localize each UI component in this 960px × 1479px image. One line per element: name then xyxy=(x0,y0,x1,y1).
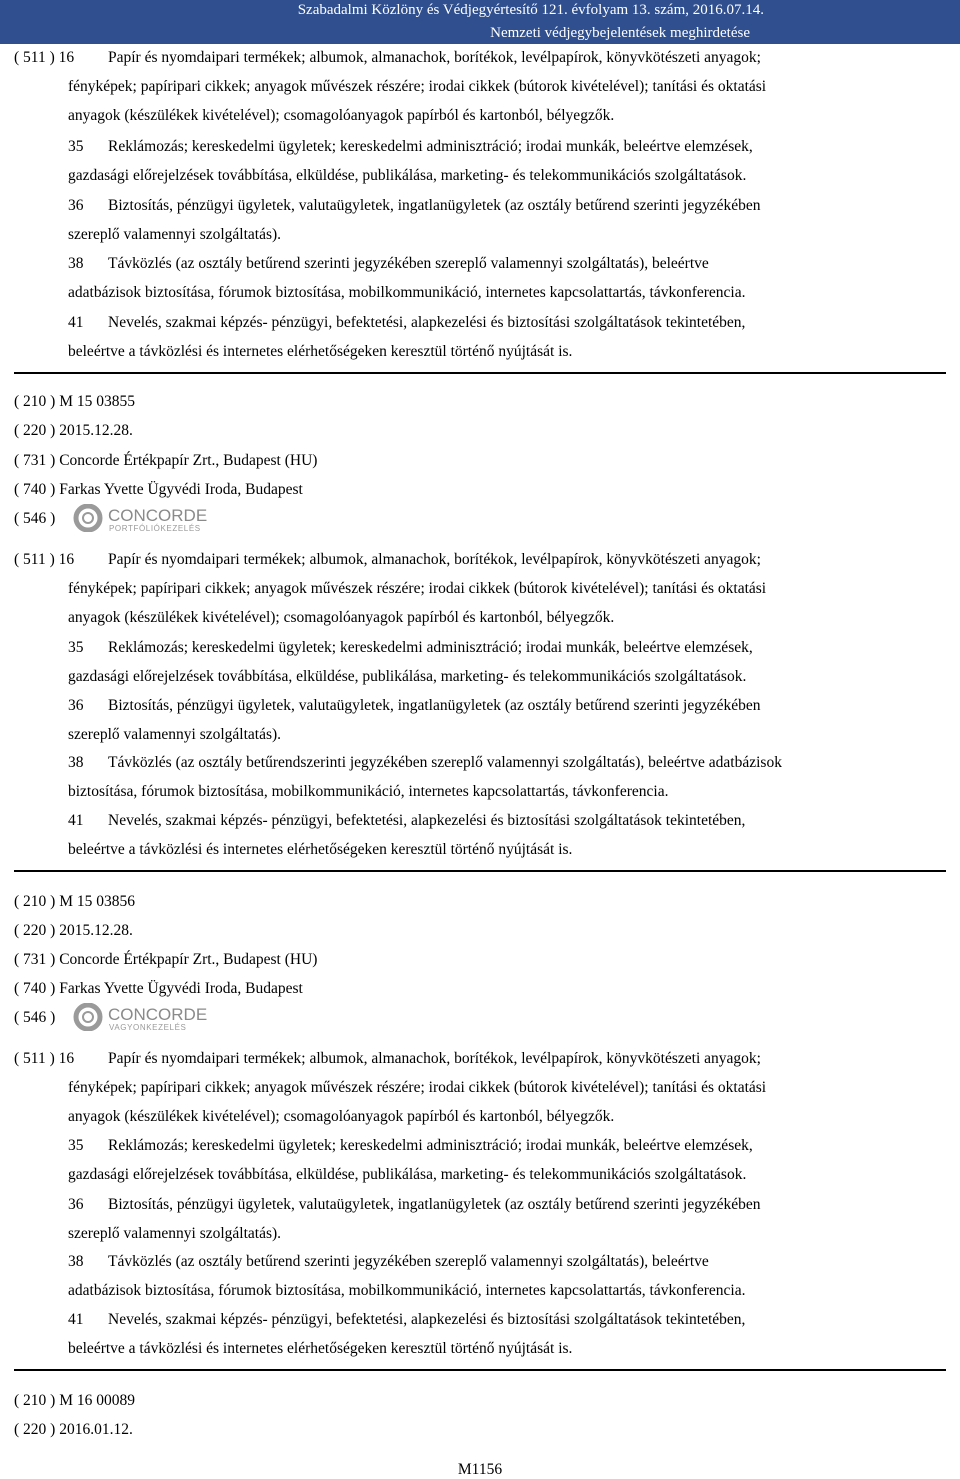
code-731: ( 731 ) Concorde Értékpapír Zrt., Budapest (HU) xyxy=(14,951,318,968)
section-title: Nemzeti védjegybejelentések meghirdetése xyxy=(490,25,750,41)
class-16-line-1: Papír és nyomdaipari termékek; albumok, almanachok, borítékok, levélpapírok, könyvkötészeti anyagok; xyxy=(108,1050,761,1067)
class-16-line-1: Papír és nyomdaipari termékek; albumok, almanachok, borítékok, levélpapírok, könyvkötészeti anyagok; xyxy=(108,49,761,66)
class-41-line-2: beleértve a távközlési és internetes elérhetőségeken keresztül történő nyújtását is. xyxy=(68,841,573,858)
class-number-36: 36 xyxy=(68,197,84,214)
class-16-line-3: anyagok (készülékek kivételével); csomagolóanyagok papírból és kartonból, bélyegzők. xyxy=(68,609,615,626)
class-41-line-1: Nevelés, szakmai képzés- pénzügyi, befektetési, alapkezelési és biztosítási szolgáltatások tekintetében, xyxy=(108,1311,746,1328)
class-41-line-1: Nevelés, szakmai képzés- pénzügyi, befektetési, alapkezelési és biztosítási szolgáltatások tekintetében, xyxy=(108,314,746,331)
logo-subtitle: VAGYONKEZELÉS xyxy=(109,1023,187,1031)
class-number-35: 35 xyxy=(68,639,84,656)
logo-wordmark: CONCORDE xyxy=(108,1005,208,1024)
class-16-line-3: anyagok (készülékek kivételével); csomagolóanyagok papírból és kartonból, bélyegzők. xyxy=(68,107,615,124)
class-number-41: 41 xyxy=(68,812,84,829)
class-35-line-2: gazdasági előrejelzések továbbítása, elküldése, publikálása, marketing- és telekommunikációs szolgáltatások. xyxy=(68,668,747,685)
code-220: ( 220 ) 2016.01.12. xyxy=(14,1421,133,1438)
class-16-line-3: anyagok (készülékek kivételével); csomagolóanyagok papírból és kartonból, bélyegzők. xyxy=(68,1108,615,1125)
class-number-41: 41 xyxy=(68,1311,84,1328)
code-511: ( 511 ) 16 xyxy=(14,49,75,66)
class-36-line-2: szereplő valamennyi szolgáltatás). xyxy=(68,1225,282,1242)
code-220: ( 220 ) 2015.12.28. xyxy=(14,922,133,939)
class-38-line-1: Távközlés (az osztály betűrendszerinti jegyzékében szereplő valamennyi szolgáltatás), beleértve adatbázisok xyxy=(108,754,782,771)
code-511: ( 511 ) 16 xyxy=(14,551,75,568)
class-38-line-2: adatbázisok biztosítása, fórumok biztosítása, mobilkommunikáció, internetes kapcsolattartás, távkonferencia. xyxy=(68,1282,746,1299)
class-36-line-1: Biztosítás, pénzügyi ügyletek, valutaügyletek, ingatlanügyletek (az osztály betűrend szerinti jegyzékében xyxy=(108,197,761,214)
separator-rule xyxy=(14,372,946,374)
code-511: ( 511 ) 16 xyxy=(14,1050,75,1067)
class-number-35: 35 xyxy=(68,138,84,155)
class-36-line-2: szereplő valamennyi szolgáltatás). xyxy=(68,226,282,243)
class-36-line-1: Biztosítás, pénzügyi ügyletek, valutaügyletek, ingatlanügyletek (az osztály betűrend szerinti jegyzékében xyxy=(108,1196,761,1213)
class-35-line-2: gazdasági előrejelzések továbbítása, elküldése, publikálása, marketing- és telekommunikációs szolgáltatások. xyxy=(68,1166,747,1183)
code-210: ( 210 ) M 16 00089 xyxy=(14,1392,135,1409)
class-35-line-1: Reklámozás; kereskedelmi ügyletek; kereskedelmi adminisztráció; irodai munkák, beleértve elemzések, xyxy=(108,138,753,155)
class-41-line-2: beleértve a távközlési és internetes elérhetőségeken keresztül történő nyújtását is. xyxy=(68,343,573,360)
class-41-line-1: Nevelés, szakmai képzés- pénzügyi, befektetési, alapkezelési és biztosítási szolgáltatások tekintetében, xyxy=(108,812,746,829)
class-38-line-2: biztosítása, fórumok biztosítása, mobilkommunikáció, internetes kapcsolattartás, távkonferencia. xyxy=(68,783,669,800)
concorde-logo xyxy=(72,1003,242,1031)
class-38-line-1: Távközlés (az osztály betűrend szerinti jegyzékében szereplő valamennyi szolgáltatás), beleértve xyxy=(108,255,709,272)
class-36-line-2: szereplő valamennyi szolgáltatás). xyxy=(68,726,282,743)
page-number: M1156 xyxy=(457,1461,503,1478)
code-731: ( 731 ) Concorde Értékpapír Zrt., Budapest (HU) xyxy=(14,452,318,469)
concorde-logo xyxy=(72,504,242,532)
class-number-35: 35 xyxy=(68,1137,84,1154)
class-35-line-1: Reklámozás; kereskedelmi ügyletek; kereskedelmi adminisztráció; irodai munkák, beleértve elemzések, xyxy=(108,639,753,656)
code-210: ( 210 ) M 15 03856 xyxy=(14,893,135,910)
code-740: ( 740 ) Farkas Yvette Ügyvédi Iroda, Budapest xyxy=(14,481,303,498)
class-16-line-2: fényképek; papíripari cikkek; anyagok művészek részére; irodai cikkek (bútorok kivételével); tanítási és oktatási xyxy=(68,580,767,597)
code-740: ( 740 ) Farkas Yvette Ügyvédi Iroda, Budapest xyxy=(14,980,303,997)
class-35-line-1: Reklámozás; kereskedelmi ügyletek; kereskedelmi adminisztráció; irodai munkák, beleértve elemzések, xyxy=(108,1137,753,1154)
class-36-line-1: Biztosítás, pénzügyi ügyletek, valutaügyletek, ingatlanügyletek (az osztály betűrend szerinti jegyzékében xyxy=(108,697,761,714)
class-35-line-2: gazdasági előrejelzések továbbítása, elküldése, publikálása, marketing- és telekommunikációs szolgáltatások. xyxy=(68,167,747,184)
class-number-38: 38 xyxy=(68,754,84,771)
class-16-line-2: fényképek; papíripari cikkek; anyagok művészek részére; irodai cikkek (bútorok kivételével); tanítási és oktatási xyxy=(68,1079,767,1096)
logo-subtitle: PORTFÓLIÓKEZELÉS xyxy=(109,524,201,532)
class-number-38: 38 xyxy=(68,255,84,272)
class-number-38: 38 xyxy=(68,1253,84,1270)
separator-rule xyxy=(14,870,946,872)
code-210: ( 210 ) M 15 03855 xyxy=(14,393,135,410)
class-38-line-2: adatbázisok biztosítása, fórumok biztosítása, mobilkommunikáció, internetes kapcsolattartás, távkonferencia. xyxy=(68,284,746,301)
class-16-line-1: Papír és nyomdaipari termékek; albumok, almanachok, borítékok, levélpapírok, könyvkötészeti anyagok; xyxy=(108,551,761,568)
class-16-line-2: fényképek; papíripari cikkek; anyagok művészek részére; irodai cikkek (bútorok kivételével); tanítási és oktatási xyxy=(68,78,767,95)
class-38-line-1: Távközlés (az osztály betűrend szerinti jegyzékében szereplő valamennyi szolgáltatás), beleértve xyxy=(108,1253,709,1270)
class-number-36: 36 xyxy=(68,1196,84,1213)
journal-title: Szabadalmi Közlöny és Védjegyértesítő 121. évfolyam 13. szám, 2016.07.14. xyxy=(297,2,764,18)
journal-header xyxy=(0,0,960,44)
code-546: ( 546 ) xyxy=(14,510,56,527)
separator-rule xyxy=(14,1369,946,1371)
code-220: ( 220 ) 2015.12.28. xyxy=(14,422,133,439)
class-number-36: 36 xyxy=(68,697,84,714)
code-546: ( 546 ) xyxy=(14,1009,56,1026)
logo-wordmark: CONCORDE xyxy=(108,506,208,525)
class-41-line-2: beleértve a távközlési és internetes elérhetőségeken keresztül történő nyújtását is. xyxy=(68,1340,573,1357)
class-number-41: 41 xyxy=(68,314,84,331)
